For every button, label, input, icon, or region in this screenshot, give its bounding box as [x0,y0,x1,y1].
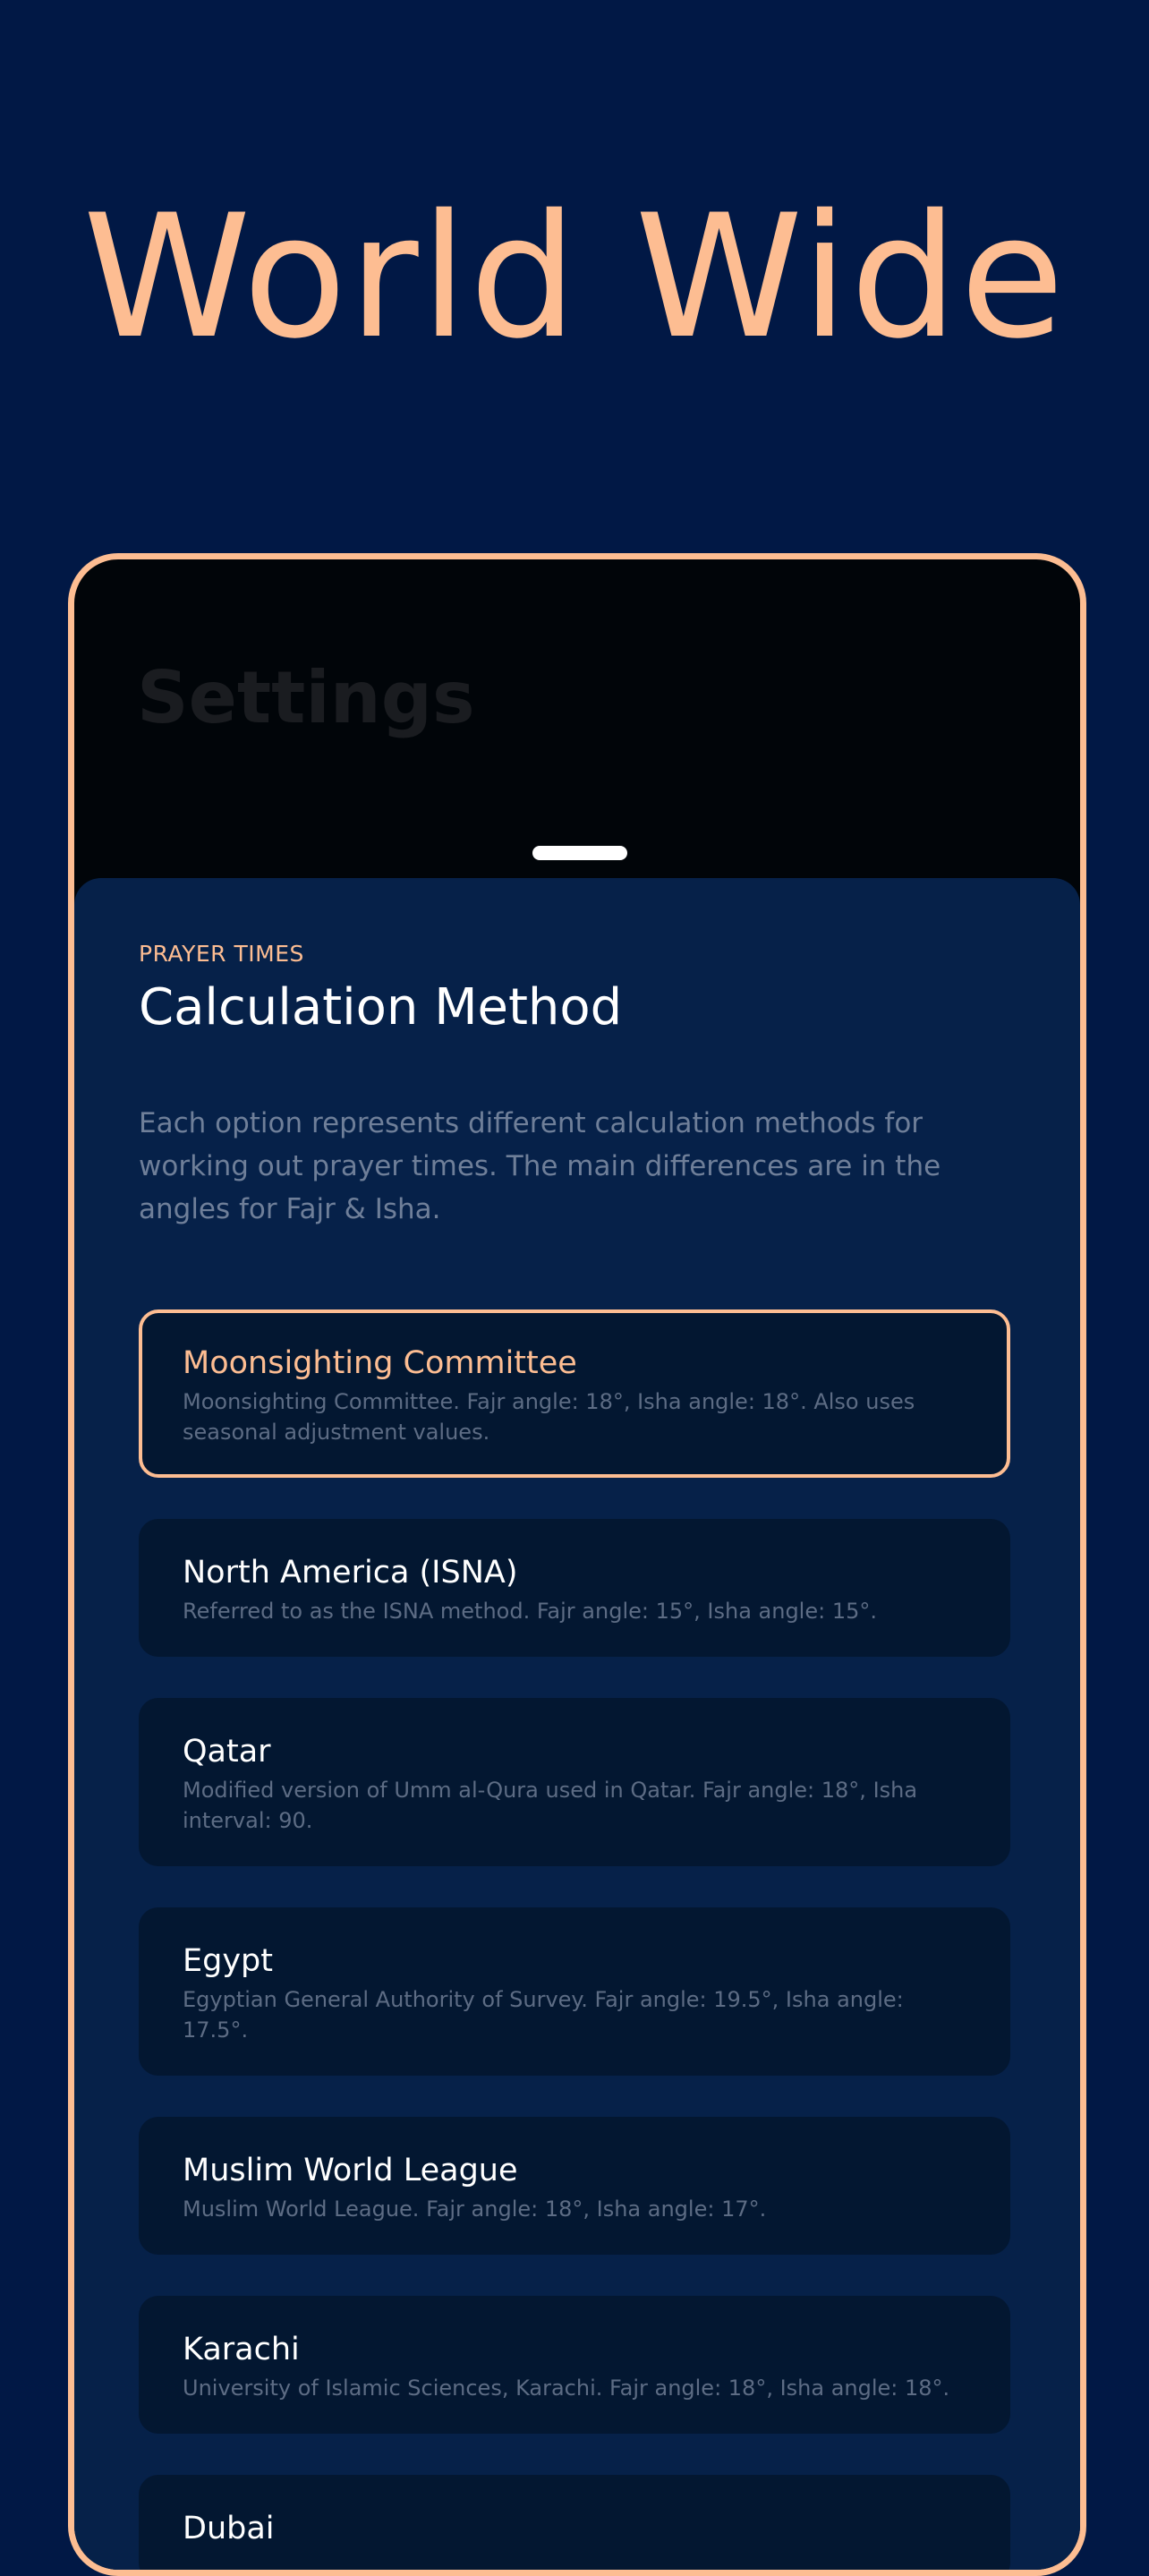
method-option-dubai[interactable] [139,2475,1010,2576]
section-eyebrow: PRAYER TIMES [139,941,304,967]
option-name: Qatar [183,1734,271,1770]
option-name: Karachi [183,2332,300,2367]
option-name: Moonsighting Committee [183,1345,577,1381]
option-description: University of Islamic Sciences, Karachi. Fajr angle: 18°, Isha angle: 18°. [183,2376,950,2401]
calculation-method-sheet [74,878,1080,2576]
method-option-moonsighting-committee[interactable] [139,1309,1010,1478]
option-name: Egypt [183,1943,273,1979]
option-description: Egyptian General Authority of Survey. Fajr angle: 19.5°, Isha angle: 17.5°. [183,1987,904,2043]
option-name: North America (ISNA) [183,1555,518,1591]
phone-frame [68,553,1086,2576]
method-option-karachi[interactable] [139,2296,1010,2434]
option-name: Dubai [183,2511,275,2546]
method-option-egypt[interactable] [139,1907,1010,2076]
method-option-qatar[interactable] [139,1698,1010,1866]
option-description: Muslim World League. Fajr angle: 18°, Isha angle: 17°. [183,2196,767,2222]
method-option-muslim-world-league[interactable] [139,2117,1010,2255]
sheet-title: Calculation Method [139,978,623,1036]
option-description: Referred to as the ISNA method. Fajr angle: 15°, Isha angle: 15°. [183,1599,877,1624]
sheet-description: Each option represents different calculation methods for working out prayer times. The main differences are in the angles for Fajr & Isha. [139,1107,941,1225]
method-option-north-america-isna[interactable] [139,1519,1010,1657]
settings-title: Settings [137,656,475,739]
sheet-grabber-handle[interactable] [532,846,627,860]
option-name: Muslim World League [183,2153,518,2188]
option-description: Modified version of Umm al-Qura used in Qatar. Fajr angle: 18°, Isha interval: 90. [183,1778,918,1833]
headline: World Wide [82,178,1067,376]
option-description: Moonsighting Committee. Fajr angle: 18°, Isha angle: 18°. Also uses seasonal adjustment values. [183,1389,915,1445]
method-options-list [139,1309,1010,2576]
